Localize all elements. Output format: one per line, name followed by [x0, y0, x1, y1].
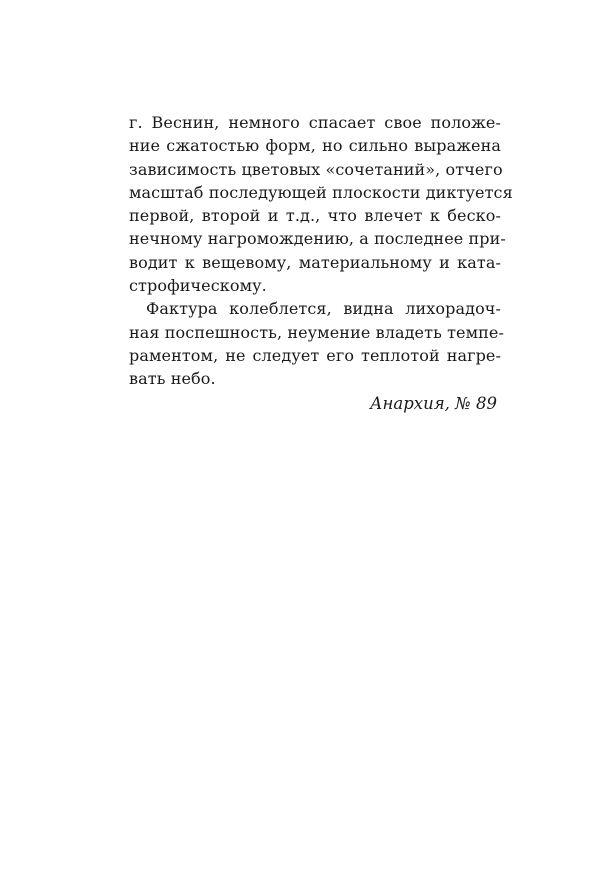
text-line: раментом, не следует его теплотой нагре-: [129, 345, 501, 365]
text-line: водит к вещевому, материальному и ката-: [129, 252, 501, 272]
paragraph-1: [129, 111, 513, 297]
text-line: вать небо.: [129, 369, 216, 389]
text-line: нечному нагромождению, а последнее при-: [129, 229, 506, 249]
text-line: зависимость цветовых «сочетаний», отчего: [129, 159, 503, 179]
text-line: г. Веснин, немного спасает свое положе-: [129, 113, 501, 132]
text-line: первой, второй и т.д., что влечет к беско-: [129, 206, 501, 226]
body-text: [129, 111, 513, 417]
text-line: строфическому.: [129, 276, 267, 296]
text-line: ная поспешность, неумение владеть темпе-: [129, 322, 504, 342]
signature-source: Анархия, № 89: [370, 393, 497, 413]
text-line: Фактура колеблется, видна лихорадоч-: [146, 299, 501, 319]
text-line: ние сжатостью форм, но сильно выражена: [129, 136, 501, 156]
paragraph-2: [129, 297, 504, 390]
text-line: масштаб последующей плоскости диктуется: [129, 182, 513, 202]
